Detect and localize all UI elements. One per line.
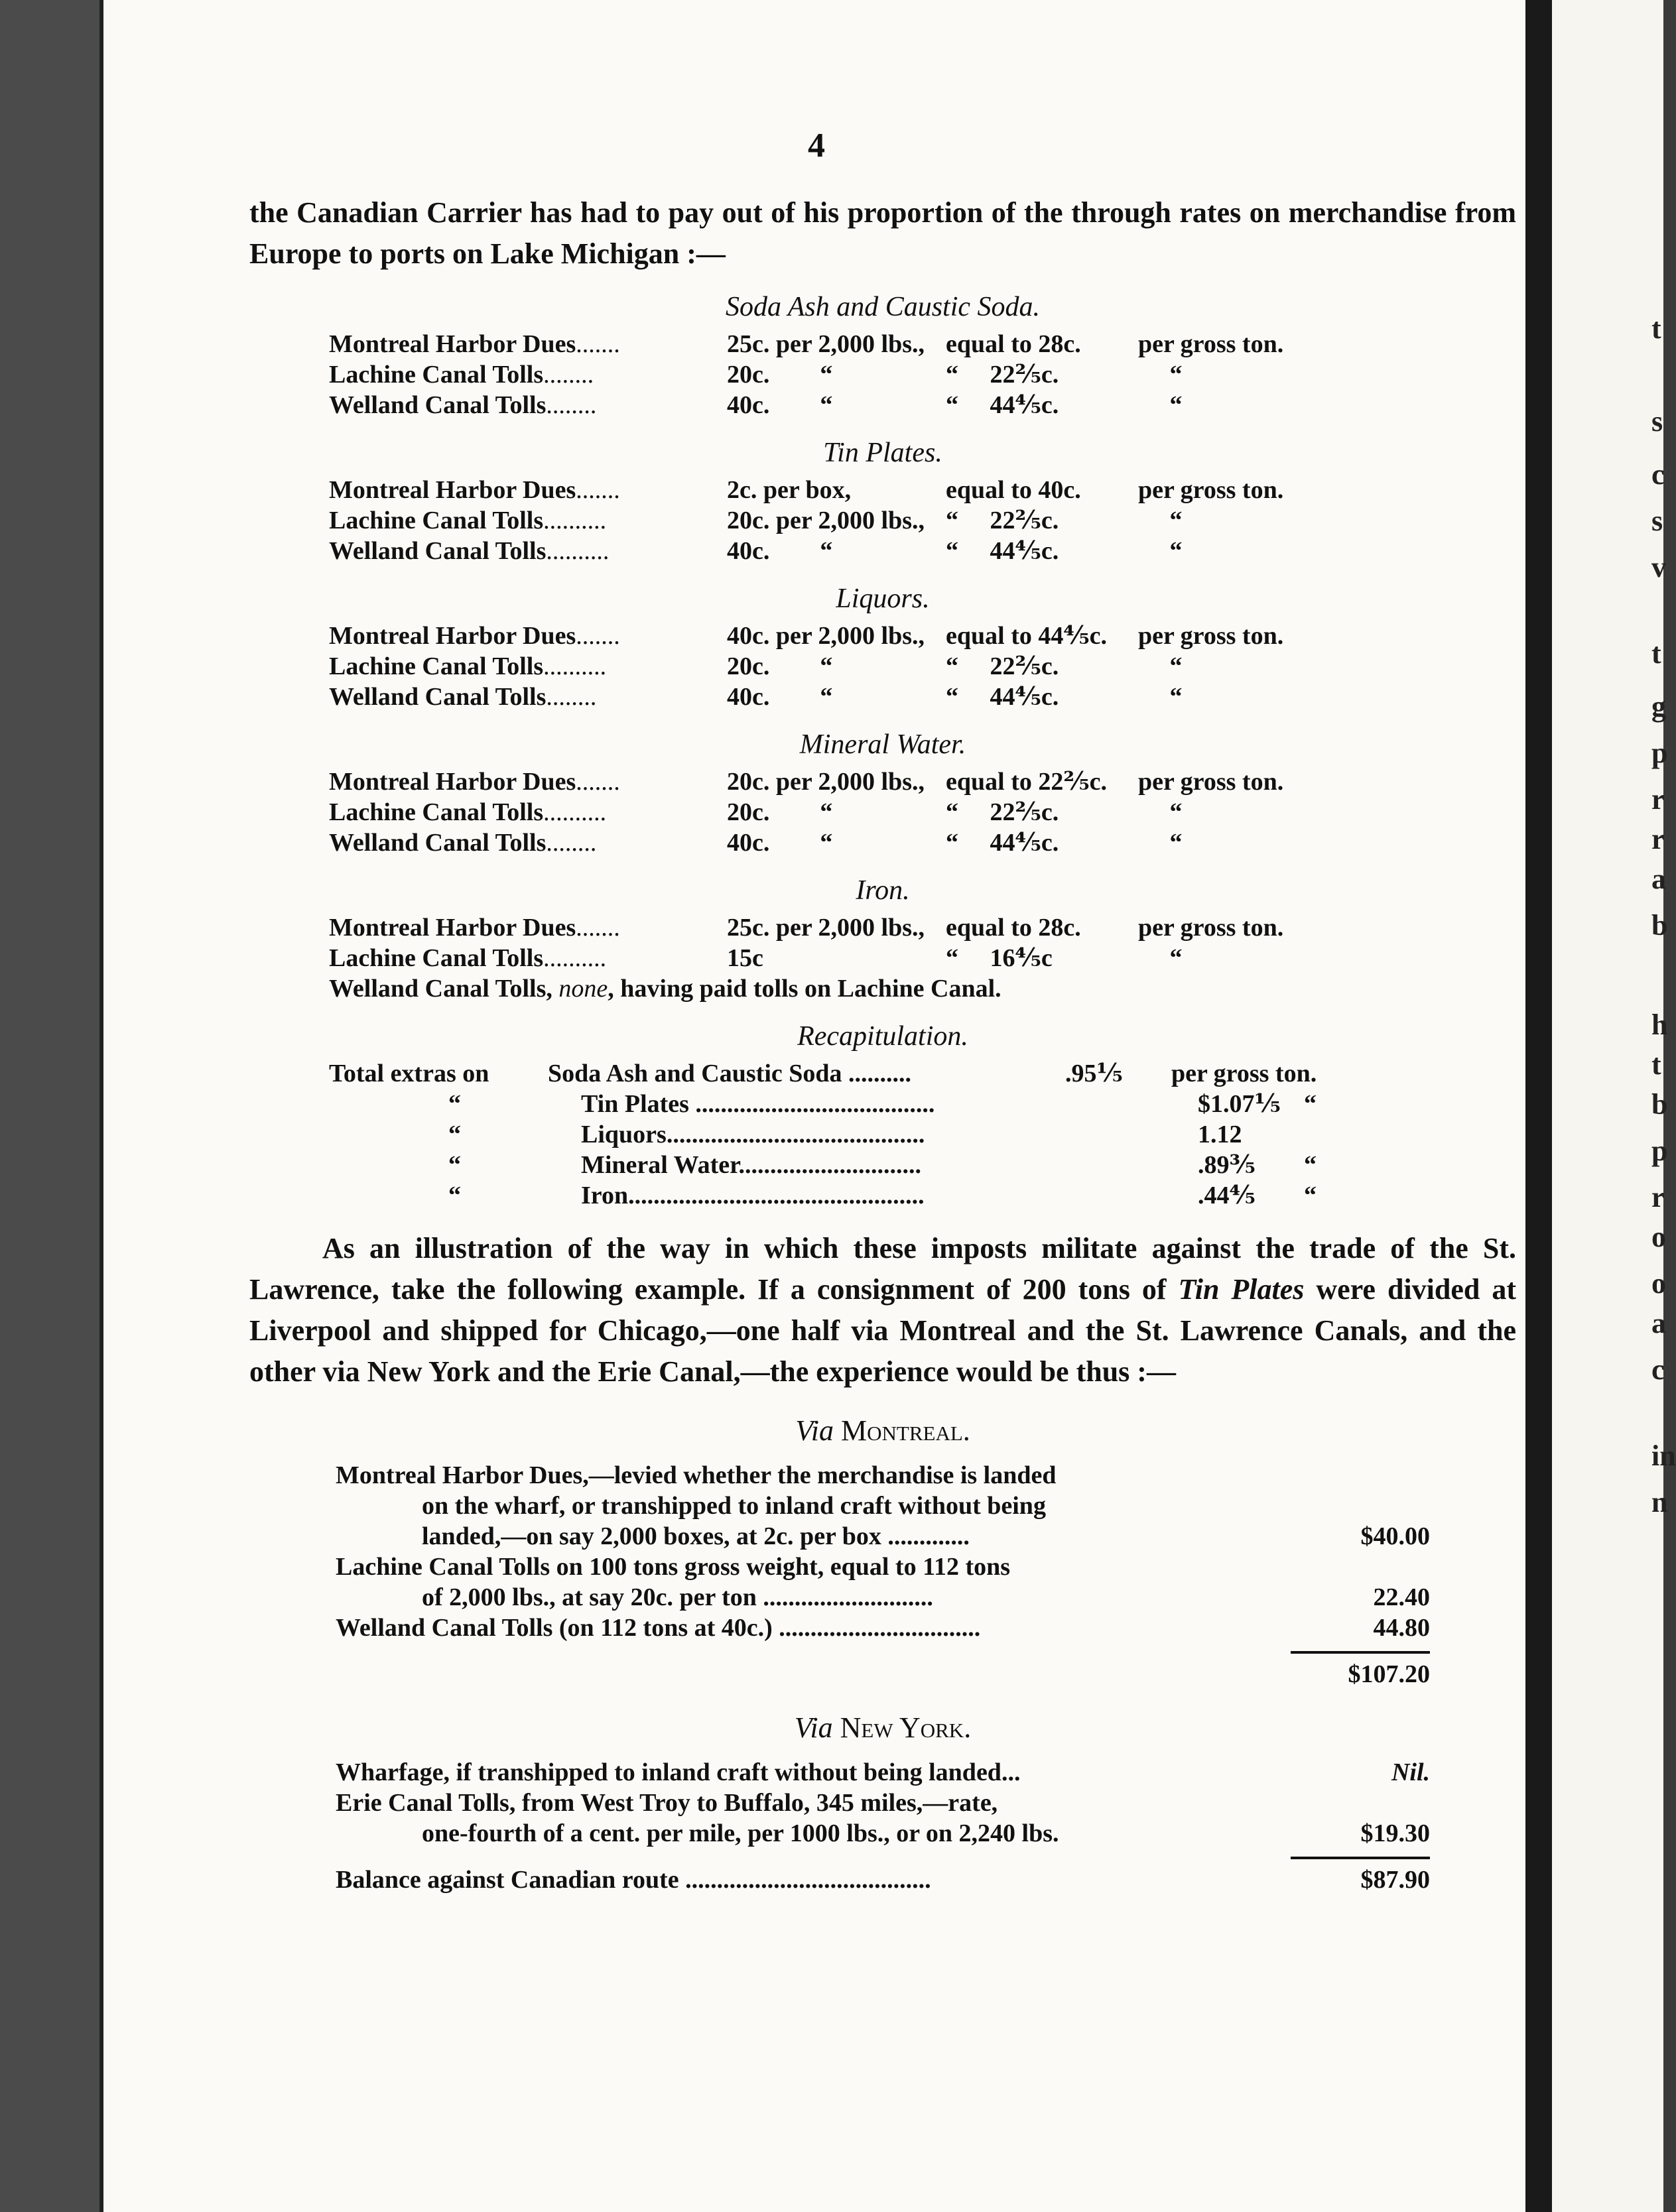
leader-dots: ....... [576,622,620,650]
toll-label-text: Lachine Canal Tolls [329,507,544,534]
toll-equal: “ 22⅖c. [946,361,1059,389]
adjacent-page-glyph: n [1651,1486,1668,1518]
via-place: New York. [840,1711,972,1744]
toll-label-text: Montreal Harbor Dues [329,768,576,796]
new-york-ledger [249,1757,1430,1849]
ledger-text: landed,—on say 2,000 boxes, at 2c. per box ............. [422,1522,970,1550]
toll-rate: 20c. per 2,000 lbs., [727,768,925,796]
ledger-amount [1291,1460,1430,1491]
toll-label [329,390,727,420]
leader-dots: .......... [546,537,610,565]
toll-unit: “ [1138,361,1183,389]
leader-dots: .......... [543,944,607,972]
adjacent-page-glyph: o [1651,1221,1666,1253]
toll-row [249,536,1516,566]
adjacent-page-glyph: g [1651,690,1666,723]
toll-label-text: Lachine Canal Tolls [329,652,544,680]
ledger-amount [1291,1552,1430,1582]
recap-item: Iron............................................... [581,1182,925,1209]
toll-sections [249,290,1516,1004]
page-number: 4 [808,127,825,164]
ledger-text: Lachine Canal Tolls on 100 tons gross weight, equal to 112 tons [336,1553,1011,1581]
toll-unit: “ [1138,683,1183,711]
ledger-line [336,1460,1430,1491]
toll-row [249,390,1516,420]
leader-dots: ....... [576,768,620,796]
toll-equal: “ 44⅘c. [946,829,1059,857]
leader-dots: ....... [576,476,620,504]
adjacent-page-glyph: t [1651,312,1661,345]
toll-row [249,475,1516,505]
toll-label-text: Welland Canal Tolls [329,683,547,711]
ledger-line [336,1582,1430,1613]
toll-label-text: Lachine Canal Tolls [329,798,544,826]
toll-label-text: Montreal Harbor Dues [329,914,576,942]
adjacent-page-glyph: r [1651,1181,1665,1213]
toll-row [249,943,1516,973]
toll-rate: 25c. per 2,000 lbs., [727,914,925,942]
recap-item: Soda Ash and Caustic Soda .......... [548,1060,912,1087]
toll-row [249,621,1516,651]
recap-row [249,1180,1516,1211]
ledger-text: one-fourth of a cent. per mile, per 1000 lbs., or on 2,240 lbs. [422,1819,1059,1847]
montreal-total: $107.20 [1348,1660,1430,1688]
toll-rate: 20c. per 2,000 lbs., [727,507,925,534]
recap-value: .95⅕ [1065,1060,1123,1087]
note-italic: none [558,975,608,1003]
toll-unit: “ [1138,537,1183,565]
toll-rate: 40c. “ [727,683,833,711]
leader-dots: ....... [576,330,620,358]
toll-label [329,797,727,828]
toll-label [329,828,727,858]
ledger-amount: $19.30 [1360,1819,1430,1847]
toll-equal: “ 22⅖c. [946,798,1059,826]
toll-equal: “ 44⅘c. [946,537,1059,565]
balance-rule [1291,1857,1430,1859]
adjacent-page-glyph: s [1651,405,1663,438]
ledger-amount: Nil. [1391,1758,1430,1786]
toll-label [329,359,727,390]
leader-dots: .......... [543,507,607,534]
toll-row [249,359,1516,390]
toll-row [249,682,1516,712]
toll-rate: 2c. per box, [727,476,852,504]
toll-label [329,943,727,973]
leader-dots: ........ [546,829,597,857]
toll-label-text: Montreal Harbor Dues [329,476,576,504]
ledger-line [336,1788,1430,1818]
ledger-line [336,1613,1430,1643]
ledger-text: of 2,000 lbs., at say 20c. per ton ........................... [422,1583,933,1611]
document-page [99,0,1529,2212]
toll-row [249,329,1516,359]
recap-value: .44⅘ [1198,1182,1256,1209]
toll-unit: “ [1138,829,1183,857]
recap-row [249,1089,1516,1119]
recap-unit: “ [1304,1182,1317,1209]
ledger-line [336,1757,1430,1788]
toll-label [329,329,727,359]
illustration-text-2: were divided at Liverpool and shipped for Chicago,—one half via Montreal and the St. Lawrence Canals, and the other via New York and the Erie Canal,—the experience would be thus :— [249,1273,1516,1388]
toll-label-text: Lachine Canal Tolls [329,361,544,389]
via-new-york-heading [249,1709,1516,1747]
toll-unit: per gross ton. [1138,768,1284,796]
toll-unit: “ [1138,507,1183,534]
toll-equal: “ 22⅖c. [946,652,1059,680]
toll-unit: “ [1138,652,1183,680]
toll-label-text: Montreal Harbor Dues [329,330,576,358]
note-prefix: Welland Canal Tolls, [329,975,559,1003]
recap-unit [1304,1119,1503,1150]
toll-equal: equal to 40c. [946,476,1081,504]
ledger-line [336,1552,1430,1582]
montreal-ledger [249,1460,1430,1643]
illustration-text-1: As an illustration of the way in which these imposts militate against the trade of the St. Lawrence, take the following example. If a consignment of 200 tons of [249,1232,1516,1306]
section-heading: Iron. [856,875,910,906]
adjacent-page-glyph: r [1651,823,1665,855]
illustration-paragraph [249,1228,1516,1392]
toll-unit: “ [1138,944,1183,972]
section-heading: Soda Ash and Caustic Soda. [725,292,1041,322]
toll-label [329,912,727,943]
toll-rate: 25c. per 2,000 lbs., [727,330,925,358]
toll-note [249,973,1516,1004]
toll-equal: “ 16⅘c [946,944,1053,972]
total-rule [1291,1651,1430,1654]
toll-equal: “ 22⅖c. [946,507,1059,534]
toll-rate: 20c. “ [727,361,833,389]
page-content [249,119,1516,1895]
leader-dots: ....... [576,914,620,942]
toll-rate: 40c. “ [727,829,833,857]
section-heading: Mineral Water. [799,729,966,760]
recap-item: Liquors......................................... [581,1121,925,1148]
ledger-amount [1291,1491,1430,1521]
toll-equal: equal to 22⅖c. [946,768,1108,796]
toll-unit: per gross ton. [1138,622,1284,650]
toll-label-text: Montreal Harbor Dues [329,622,576,650]
ledger-amount: $40.00 [1360,1522,1430,1550]
toll-label [329,651,727,682]
leader-dots: ........ [546,391,597,419]
recap-prefix: Total extras on [329,1060,489,1087]
adjacent-page-glyph: a [1651,1307,1666,1339]
toll-unit: per gross ton. [1138,476,1284,504]
ledger-amount: 44.80 [1373,1614,1430,1642]
recap-heading: Recapitulation. [797,1021,968,1052]
montreal-total-block [249,1651,1430,1690]
ledger-text: Erie Canal Tolls, from West Troy to Buffalo, 345 miles,—rate, [336,1789,998,1817]
ledger-amount [1291,1788,1430,1818]
adjacent-page-glyph: v [1651,551,1666,584]
toll-row [249,767,1516,797]
recap-prefix: “ [448,1121,461,1148]
section-heading: Liquors. [836,584,930,614]
recap-item: Tin Plates ...................................... [581,1090,935,1118]
recap-prefix: “ [448,1090,461,1118]
via-word: Via [794,1711,833,1744]
note-suffix: , having paid tolls on Lachine Canal. [608,975,1001,1003]
toll-rate: 20c. “ [727,798,833,826]
adjacent-page-glyph: o [1651,1267,1666,1300]
adjacent-page-glyph: r [1651,783,1665,816]
recap-row [249,1150,1516,1180]
toll-rate: 40c. per 2,000 lbs., [727,622,925,650]
recap-unit: “ [1304,1090,1317,1118]
toll-label [329,505,727,536]
ledger-text: Wharfage, if transhipped to inland craft without being landed... [336,1758,1021,1786]
toll-label-text: Welland Canal Tolls [329,829,547,857]
section-heading: Tin Plates. [823,438,942,468]
leader-dots: .......... [543,652,607,680]
recap-value: 1.12 [1198,1121,1242,1148]
adjacent-page-glyph: p [1651,1135,1668,1167]
toll-equal: equal to 28c. [946,330,1081,358]
page-gutter [1525,0,1552,2212]
balance-label: Balance against Canadian route ....................................... [336,1866,931,1894]
recap-value: $1.07⅕ [1198,1090,1281,1118]
adjacent-page-glyph: t [1651,637,1661,670]
leader-dots: .......... [543,798,607,826]
toll-row [249,505,1516,536]
adjacent-page-glyph: c [1651,458,1665,491]
toll-rate: 40c. “ [727,391,833,419]
recap-item: Mineral Water............................. [581,1151,921,1179]
adjacent-page-glyph: t [1651,1048,1661,1081]
toll-row [249,828,1516,858]
ledger-line [336,1521,1430,1552]
recap-unit: per gross ton. [1171,1060,1317,1087]
recap-value: .89⅗ [1198,1151,1256,1179]
balance-row [336,1865,1430,1895]
toll-note-text [329,973,1001,1004]
toll-equal: equal to 44⅘c. [946,622,1108,650]
adjacent-page-glyph: c [1651,1353,1665,1386]
adjacent-page-glyph: b [1651,909,1668,942]
adjacent-page-glyph: p [1651,737,1668,769]
ledger-text: Welland Canal Tolls (on 112 tons at 40c.) ................................ [336,1614,981,1642]
ledger-line [336,1818,1430,1849]
toll-row [249,797,1516,828]
toll-unit: “ [1138,798,1183,826]
toll-equal: equal to 28c. [946,914,1081,942]
intro-paragraph: the Canadian Carrier has had to pay out of his proportion of the through rates on merchandise from Europe to ports on Lake Michigan :— [249,196,1516,270]
toll-rate: 40c. “ [727,537,833,565]
scanner-background [0,0,99,2212]
leader-dots: ........ [546,683,597,711]
toll-rate: 15c [727,944,763,972]
ledger-text: on the wharf, or transhipped to inland craft without being [422,1492,1046,1520]
recap-prefix: “ [448,1182,461,1209]
via-montreal-heading [249,1412,1516,1449]
toll-unit: per gross ton. [1138,330,1284,358]
toll-rate: 20c. “ [727,652,833,680]
recap-table [249,1058,1516,1211]
ledger-line [336,1491,1430,1521]
toll-equal: “ 44⅘c. [946,391,1059,419]
toll-label-text: Lachine Canal Tolls [329,944,544,972]
toll-label [329,621,727,651]
adjacent-page-glyph: h [1651,1009,1668,1041]
balance-amount: $87.90 [1360,1866,1430,1894]
adjacent-page-glyph: in [1651,1440,1676,1472]
toll-label [329,682,727,712]
recap-unit: “ [1304,1151,1317,1179]
via-place: Montreal. [841,1414,970,1447]
toll-label-text: Welland Canal Tolls [329,537,547,565]
adjacent-page-glyph: s [1651,505,1663,537]
adjacent-page-edge [1552,0,1676,2212]
toll-row [249,912,1516,943]
recap-prefix: “ [448,1151,461,1179]
ledger-amount: 22.40 [1373,1583,1430,1611]
toll-label-text: Welland Canal Tolls [329,391,547,419]
toll-unit: “ [1138,391,1183,419]
leader-dots: ........ [543,361,594,389]
ledger-text: Montreal Harbor Dues,—levied whether the merchandise is landed [336,1461,1057,1489]
recap-row [249,1058,1516,1089]
toll-unit: per gross ton. [1138,914,1284,942]
toll-equal: “ 44⅘c. [946,683,1059,711]
via-word: Via [795,1414,834,1447]
toll-label [329,767,727,797]
toll-row [249,651,1516,682]
toll-label [329,475,727,505]
toll-label [329,536,727,566]
illustration-italic: Tin Plates [1178,1273,1305,1306]
adjacent-page-glyph: a [1651,863,1666,895]
adjacent-page-glyph: b [1651,1088,1668,1121]
balance-block [249,1857,1430,1895]
recap-row [249,1119,1516,1150]
